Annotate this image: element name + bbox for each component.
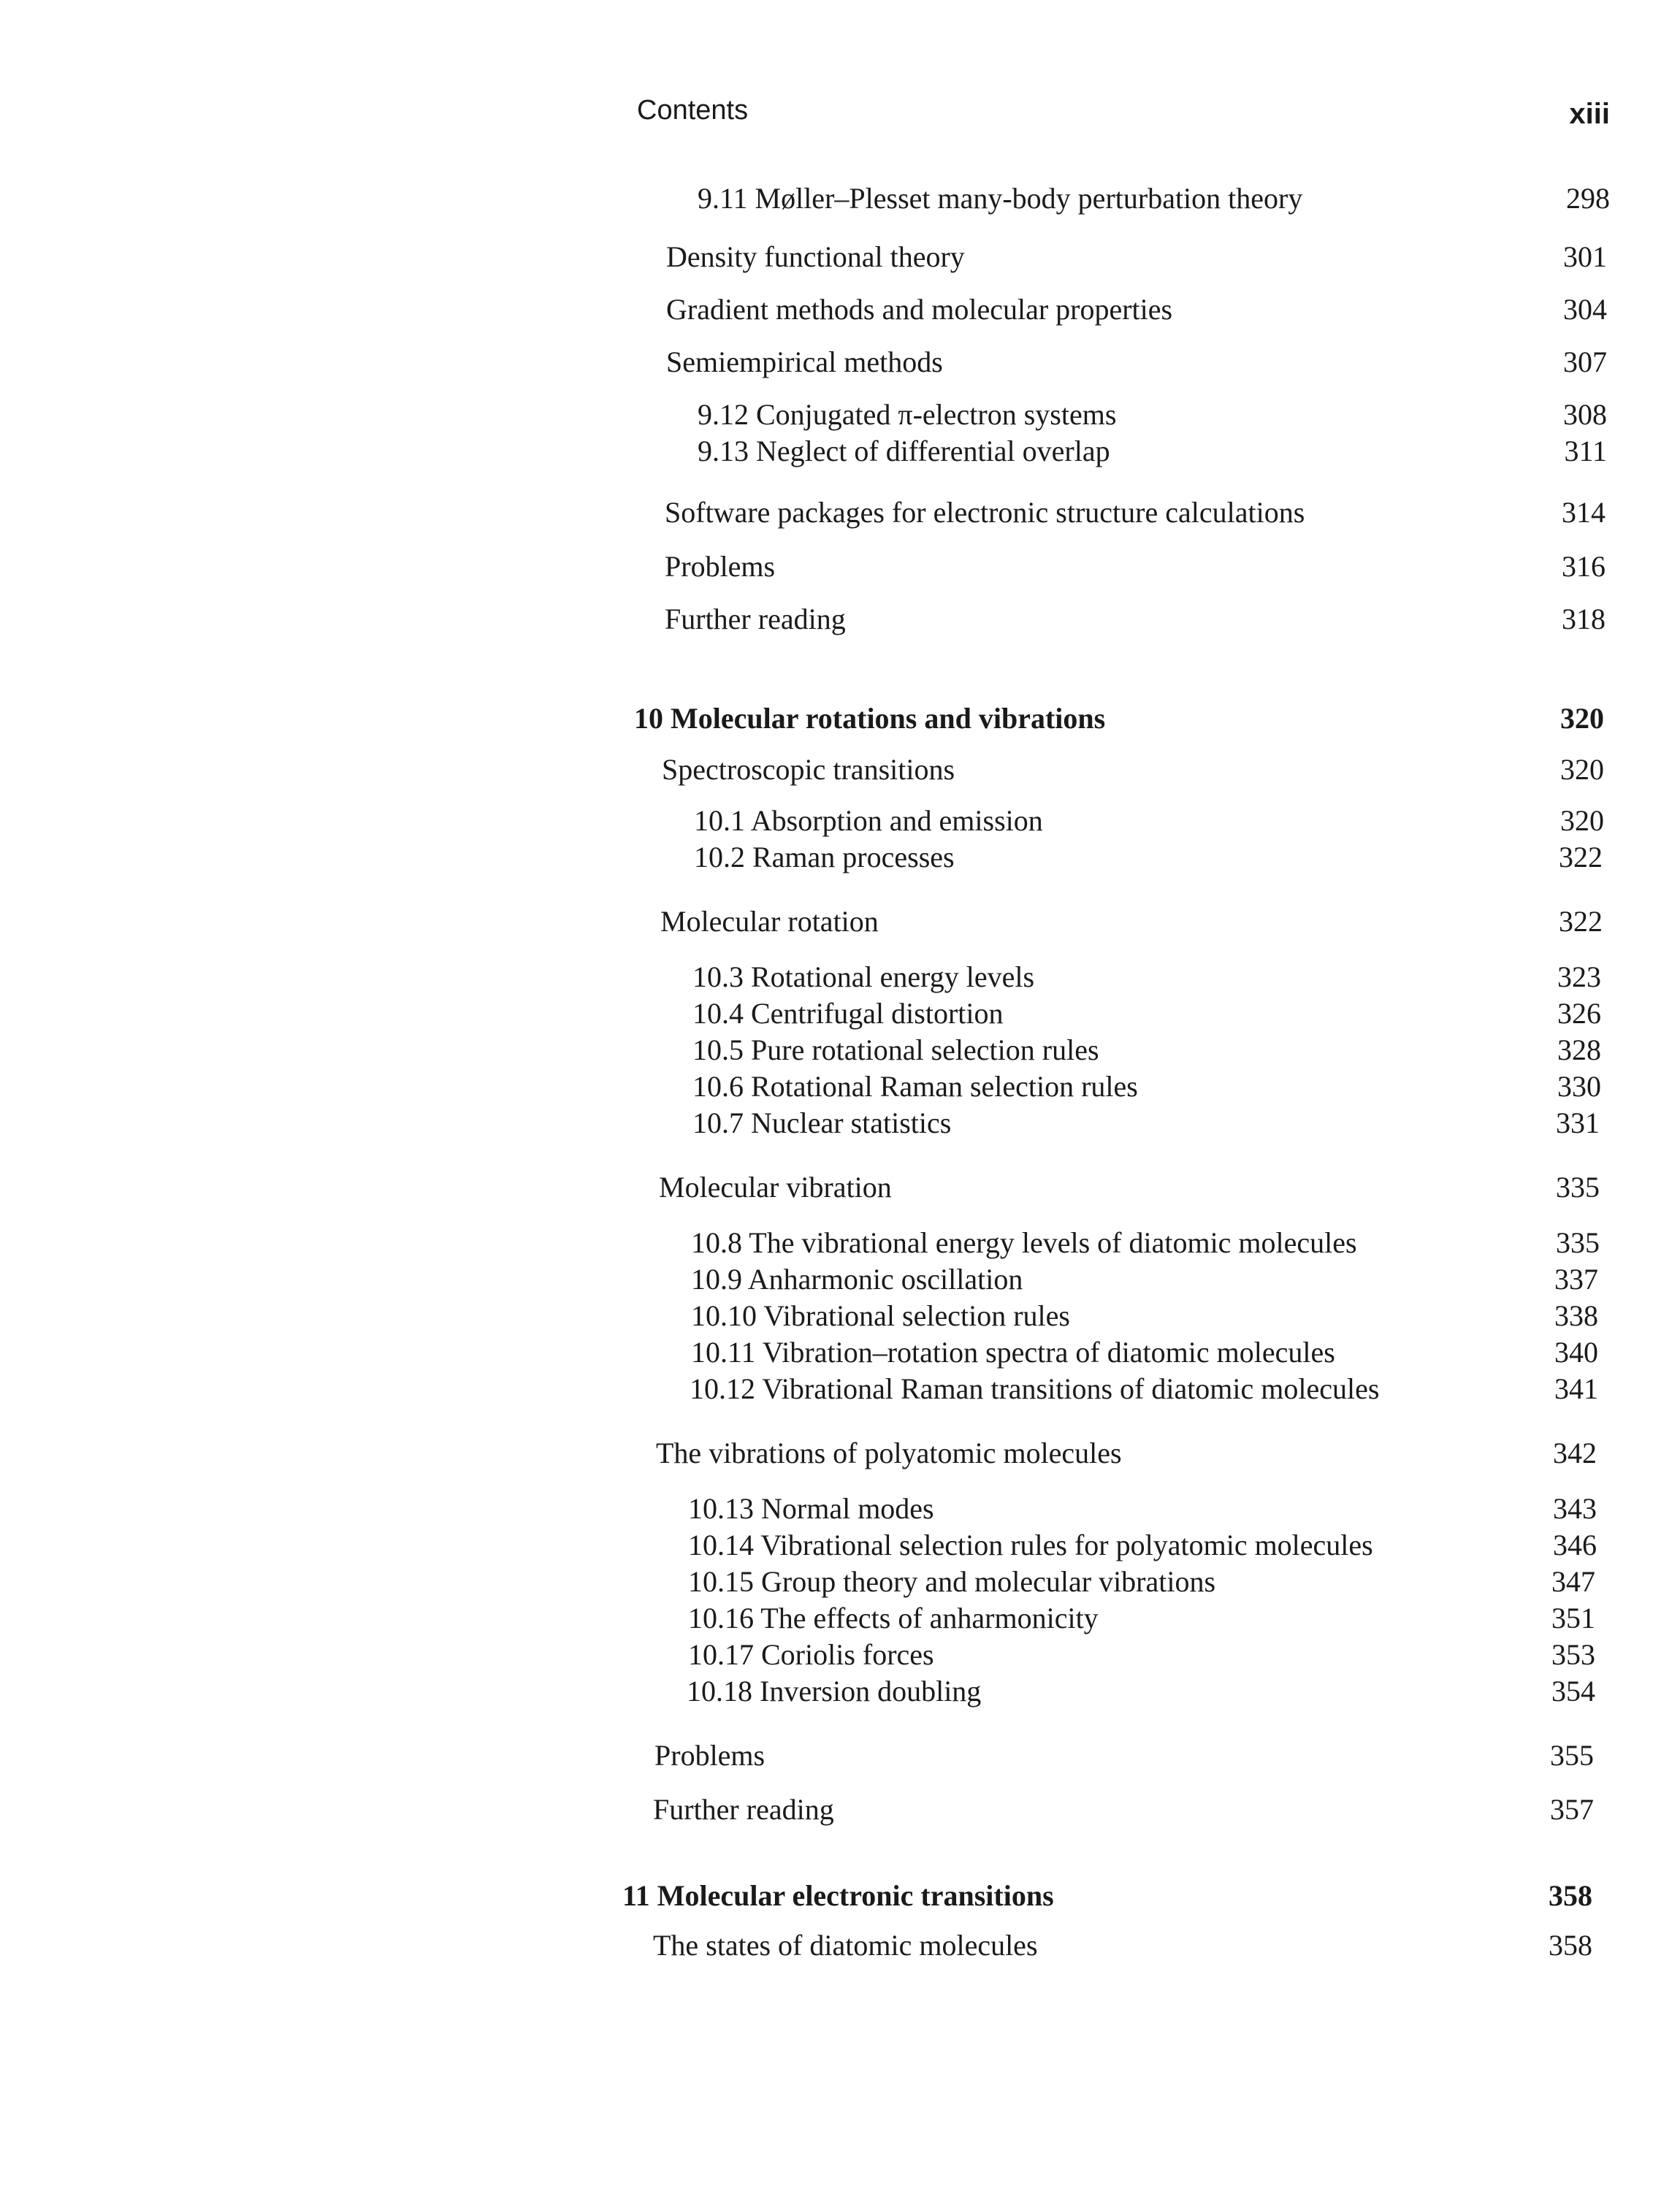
- entry-title: Molecular rotation: [660, 905, 879, 938]
- toc-entry-section: [694, 801, 1604, 841]
- entry-title: 10 Molecular rotations and vibrations: [634, 702, 1106, 735]
- running-header-title: Contents: [637, 95, 749, 126]
- entry-title: 10.15 Group theory and molecular vibrations: [688, 1565, 1216, 1598]
- entry-title: 10.1 Absorption and emission: [694, 804, 1043, 837]
- entry-page: 316: [1562, 550, 1605, 583]
- toc-entry-chapter: [622, 1876, 1592, 1916]
- toc-entry-heading: [666, 343, 1607, 382]
- toc-entry-section: [694, 838, 1603, 877]
- entry-title: Density functional theory: [666, 240, 965, 273]
- toc-entry-section: [688, 1526, 1597, 1565]
- entry-page: 320: [1560, 753, 1604, 786]
- toc-entry-section: [698, 395, 1607, 435]
- toc-entry-section: [690, 1369, 1598, 1409]
- toc-entry-section: [692, 957, 1601, 997]
- entry-title: 10.3 Rotational energy levels: [692, 960, 1035, 993]
- entry-page: 322: [1559, 905, 1603, 938]
- entry-title: Further reading: [665, 603, 846, 635]
- toc-entry-heading: [665, 547, 1605, 586]
- entry-page: 318: [1562, 603, 1605, 635]
- toc-entry-heading: [653, 1926, 1592, 1965]
- running-header: [637, 95, 1610, 139]
- entry-page: 351: [1551, 1602, 1595, 1634]
- entry-page: 347: [1551, 1565, 1595, 1598]
- entry-title: 10.11 Vibration–rotation spectra of diatomic molecules: [691, 1336, 1335, 1369]
- entry-title: Spectroscopic transitions: [662, 753, 955, 786]
- entry-page: 335: [1556, 1171, 1600, 1204]
- toc-entry-section: [698, 432, 1607, 471]
- entry-page: 331: [1556, 1106, 1600, 1139]
- entry-title: 10.4 Centrifugal distortion: [692, 997, 1004, 1030]
- entry-title: The states of diatomic molecules: [653, 1929, 1038, 1962]
- toc-entry-heading: [656, 1434, 1597, 1473]
- toc-entry-section: [698, 179, 1610, 218]
- toc-entry-heading: [662, 750, 1604, 789]
- toc-entry-section: [691, 1333, 1598, 1372]
- entry-title: 10.9 Anharmonic oscillation: [691, 1263, 1023, 1296]
- entry-title: 10.5 Pure rotational selection rules: [692, 1033, 1099, 1066]
- entry-page: 353: [1551, 1638, 1595, 1671]
- entry-title: 10.18 Inversion doubling: [687, 1675, 982, 1708]
- entry-title: 11 Molecular electronic transitions: [622, 1879, 1054, 1912]
- entry-page: 298: [1566, 182, 1610, 215]
- toc-entry-section: [688, 1489, 1597, 1529]
- entry-title: 10.17 Coriolis forces: [688, 1638, 934, 1671]
- entry-title: Gradient methods and molecular properties: [666, 293, 1173, 326]
- entry-page: 341: [1554, 1372, 1598, 1405]
- entry-page: 342: [1553, 1437, 1597, 1469]
- table-of-contents: [0, 179, 1680, 2005]
- entry-title: Problems: [654, 1739, 765, 1772]
- entry-page: 320: [1560, 804, 1604, 837]
- toc-entry-section: [691, 1296, 1598, 1336]
- toc-entry-section: [692, 1067, 1601, 1106]
- entry-page: 320: [1560, 702, 1604, 735]
- entry-title: Problems: [665, 550, 776, 583]
- toc-entry-section: [688, 1562, 1595, 1602]
- entry-page: 328: [1557, 1033, 1601, 1066]
- toc-entry-section: [691, 1223, 1600, 1263]
- entry-page: 358: [1549, 1929, 1592, 1962]
- entry-title: Software packages for electronic structure calculations: [665, 496, 1305, 529]
- toc-entry-heading: [659, 1168, 1600, 1207]
- toc-entry-section: [688, 1599, 1595, 1638]
- toc-entry-section: [688, 1635, 1595, 1675]
- entry-page: 311: [1564, 435, 1607, 467]
- entry-page: 358: [1549, 1879, 1592, 1912]
- page-number: xiii: [1569, 98, 1610, 130]
- toc-entry-chapter: [634, 699, 1604, 738]
- entry-title: 10.6 Rotational Raman selection rules: [692, 1070, 1138, 1103]
- entry-title: 10.2 Raman processes: [694, 841, 955, 873]
- entry-page: 335: [1556, 1226, 1600, 1259]
- entry-page: 354: [1551, 1675, 1595, 1708]
- entry-page: 337: [1554, 1263, 1598, 1296]
- entry-page: 322: [1559, 841, 1603, 873]
- entry-page: 346: [1553, 1529, 1597, 1561]
- toc-entry-heading: [654, 1736, 1594, 1775]
- toc-entry-section: [692, 1031, 1601, 1070]
- entry-title: 10.8 The vibrational energy levels of diatomic molecules: [691, 1226, 1357, 1259]
- entry-title: 10.7 Nuclear statistics: [692, 1106, 952, 1139]
- entry-title: Semiempirical methods: [666, 345, 943, 378]
- entry-page: 308: [1563, 398, 1607, 431]
- entry-page: 301: [1563, 240, 1607, 273]
- entry-title: 10.14 Vibrational selection rules for polyatomic molecules: [688, 1529, 1373, 1561]
- entry-title: 10.13 Normal modes: [688, 1492, 934, 1525]
- entry-title: Further reading: [653, 1793, 834, 1826]
- toc-entry-heading: [653, 1790, 1594, 1829]
- entry-page: 343: [1553, 1492, 1597, 1525]
- entry-title: 10.10 Vibrational selection rules: [691, 1299, 1070, 1332]
- entry-page: 338: [1554, 1299, 1598, 1332]
- toc-entry-section: [692, 1104, 1600, 1143]
- entry-page: 304: [1563, 293, 1607, 326]
- entry-page: 326: [1557, 997, 1601, 1030]
- entry-title: Molecular vibration: [659, 1171, 892, 1204]
- entry-page: 323: [1557, 960, 1601, 993]
- toc-entry-section: [692, 994, 1601, 1033]
- toc-entry-heading: [660, 902, 1603, 941]
- entry-title: 9.13 Neglect of differential overlap: [698, 435, 1110, 467]
- entry-title: 10.16 The effects of anharmonicity: [688, 1602, 1099, 1634]
- entry-title: The vibrations of polyatomic molecules: [656, 1437, 1122, 1469]
- entry-page: 330: [1557, 1070, 1601, 1103]
- toc-entry-heading: [666, 290, 1607, 329]
- toc-entry-section: [687, 1672, 1595, 1711]
- toc-entry-heading: [666, 237, 1607, 277]
- entry-title: 10.12 Vibrational Raman transitions of diatomic molecules: [690, 1372, 1380, 1405]
- entry-title: 9.11 Møller–Plesset many-body perturbation theory: [698, 182, 1303, 215]
- entry-page: 357: [1550, 1793, 1594, 1826]
- entry-title: 9.12 Conjugated π-electron systems: [698, 398, 1117, 431]
- toc-entry-section: [691, 1260, 1598, 1299]
- entry-page: 307: [1563, 345, 1607, 378]
- toc-entry-heading: [665, 493, 1605, 532]
- toc-entry-heading: [665, 600, 1605, 639]
- entry-page: 340: [1554, 1336, 1598, 1369]
- entry-page: 355: [1550, 1739, 1594, 1772]
- entry-page: 314: [1562, 496, 1605, 529]
